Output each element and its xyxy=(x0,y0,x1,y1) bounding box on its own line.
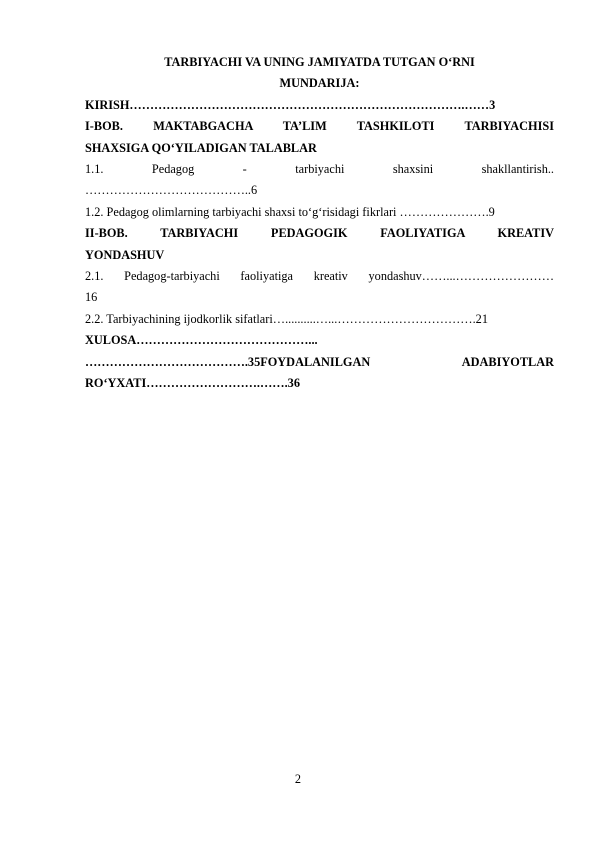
toc-section-2-1: 2.1. Pedagog-tarbiyachi faoliyatiga kreativ yondashuv……...…………………… xyxy=(85,269,554,284)
toc-entry-kirish: KIRISH……………………………………………………………………….……3 xyxy=(85,97,496,112)
toc-section-1-1-page: …………………………………..6 xyxy=(85,183,258,198)
page-number: 2 xyxy=(294,772,302,786)
toc-entry-adabiyotlar: ………………………………….35FOYDALANILGAN ADABIYOTLAR xyxy=(85,354,554,369)
toc-entry-xulosa: XULOSA……………………………………... xyxy=(85,333,318,348)
document-page xyxy=(85,52,554,395)
toc-chapter-2-title: II-BOB. TARBIYACHI PEDAGOGIK FAOLIYATIGA KREATIV xyxy=(85,226,554,241)
toc-chapter-1-title: I-BOB. MAKTABGACHA TA’LIM TASHKILOTI TARBIYACHISI xyxy=(85,119,554,134)
toc-section-2-2: 2.2. Tarbiyachining ijodkorlik sifatlari…..........…...…………………………….21 xyxy=(85,311,488,326)
document-title: TARBIYACHI VA UNING JAMIYATDA TUTGAN O‘RNI xyxy=(164,55,475,69)
toc-section-1-2: 1.2. Pedagog olimlarning tarbiyachi shaxsi to‘g‘risidagi fikrlari ………………….9 xyxy=(85,204,495,219)
toc-entry-adabiyotlar-cont: RO‘YXATI……………………….…….36 xyxy=(85,376,300,391)
toc-chapter-2-title-cont: YONDASHUV xyxy=(85,247,165,262)
toc-section-2-1-page: 16 xyxy=(85,290,98,305)
toc-section-1-1: 1.1. Pedagog - tarbiyachi shaxsini shakllantirish.. xyxy=(85,162,554,177)
toc-chapter-1-title-cont: SHAXSIGA QO‘YILADIGAN TALABLAR xyxy=(85,140,317,155)
contents-heading: MUNDARIJA: xyxy=(279,76,360,91)
